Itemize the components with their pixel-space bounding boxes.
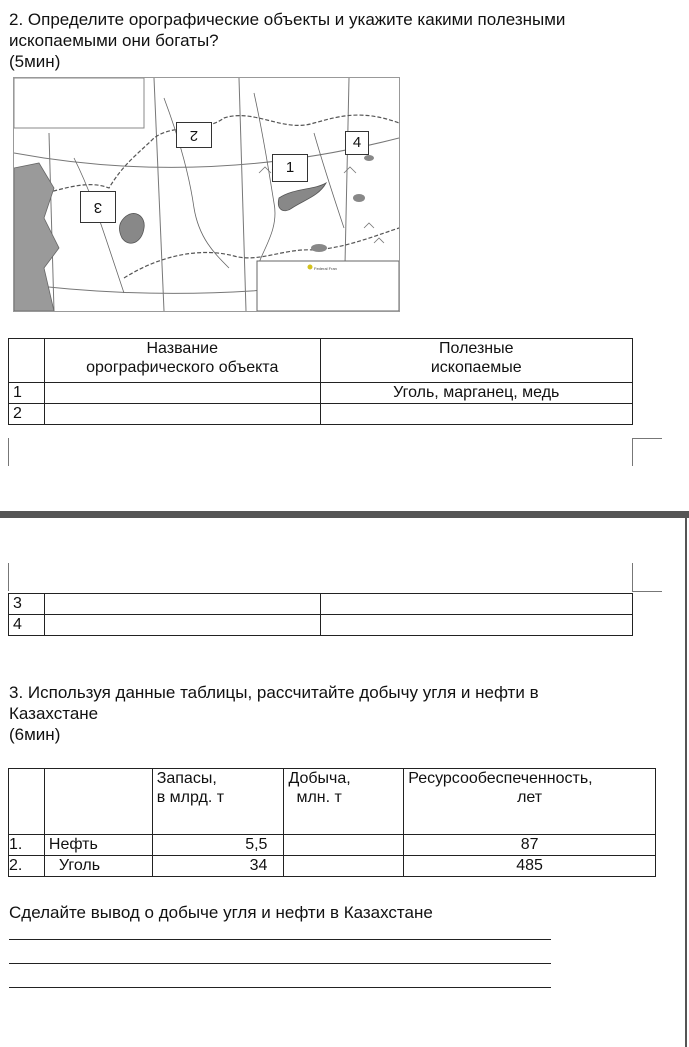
map-label-2: 2 [176, 122, 212, 148]
row-num: 2. [9, 856, 45, 877]
conclusion-prompt: Сделайте вывод о добыче угля и нефти в Казахстане [9, 903, 433, 922]
row-minerals-cell[interactable]: Уголь, марганец, медь [320, 383, 632, 404]
page-corner-mark [632, 438, 662, 439]
task2-title-line2: ископаемыми они богаты? [9, 31, 219, 50]
page-corner-mark [8, 563, 9, 591]
header-reserves: Запасы, в млрд. т [152, 769, 284, 835]
task2-table-continued [8, 593, 633, 636]
header-production: Добыча, млн. т [284, 769, 404, 835]
table-row [9, 594, 633, 615]
table-row [9, 404, 633, 425]
row-supply: 87 [404, 835, 656, 856]
header-num-cell [9, 769, 45, 835]
row-production-cell[interactable] [284, 856, 404, 877]
task3-question [9, 682, 679, 745]
table-row [9, 615, 633, 636]
row-num: 1. [9, 835, 45, 856]
row-object-cell[interactable] [44, 594, 320, 615]
header-supply: Ресурсообеспеченность, лет [404, 769, 656, 835]
row-minerals-cell[interactable] [320, 594, 633, 615]
kazakhstan-map [13, 77, 400, 312]
map-legend-text: Federal Fran [314, 266, 337, 271]
answer-line[interactable] [9, 963, 551, 964]
task2-time: (5мин) [9, 52, 61, 71]
map-drawing [14, 78, 399, 311]
row-num: 4 [9, 615, 45, 636]
row-num: 2 [9, 404, 45, 425]
row-num: 3 [9, 594, 45, 615]
header-minerals: Полезные ископаемые [320, 339, 632, 383]
row-object-cell[interactable] [44, 615, 320, 636]
task3-time: (6мин) [9, 725, 61, 744]
page-corner-mark [632, 563, 633, 591]
task2-table [8, 338, 633, 425]
task3-title-line1: 3. Используя данные таблицы, рассчитайте добычу угля и нефти в [9, 683, 539, 702]
row-object-cell[interactable] [44, 404, 320, 425]
row-minerals-cell[interactable] [320, 404, 632, 425]
page-break [0, 511, 689, 518]
map-label-4: 4 [345, 131, 369, 155]
table-row [9, 383, 633, 404]
row-object-cell[interactable] [44, 383, 320, 404]
map-label-1: 1 [272, 154, 308, 182]
task2-question [9, 9, 679, 72]
task3-title-line2: Казахстане [9, 704, 99, 723]
page-corner-mark [632, 438, 633, 466]
page-edge [685, 518, 687, 1047]
page-corner-mark [8, 438, 9, 466]
map-label-3: 3 [80, 191, 116, 223]
task3-table [8, 768, 656, 877]
row-num: 1 [9, 383, 45, 404]
task2-title-line1: 2. Определите орографические объекты и укажите какими полезными [9, 10, 566, 29]
table-row [9, 856, 656, 877]
header-orographic-object: Название орографического объекта [44, 339, 320, 383]
page-corner-mark [632, 591, 662, 592]
row-resource-name: Нефть [44, 835, 152, 856]
row-resource-name: Уголь [44, 856, 152, 877]
row-reserves: 5,5 [152, 835, 284, 856]
header-num-cell [9, 339, 45, 383]
header-name-cell [44, 769, 152, 835]
row-minerals-cell[interactable] [320, 615, 633, 636]
answer-line[interactable] [9, 987, 551, 988]
row-production-cell[interactable] [284, 835, 404, 856]
row-supply: 485 [404, 856, 656, 877]
row-reserves: 34 [152, 856, 284, 877]
table-row [9, 835, 656, 856]
answer-line[interactable] [9, 939, 551, 940]
